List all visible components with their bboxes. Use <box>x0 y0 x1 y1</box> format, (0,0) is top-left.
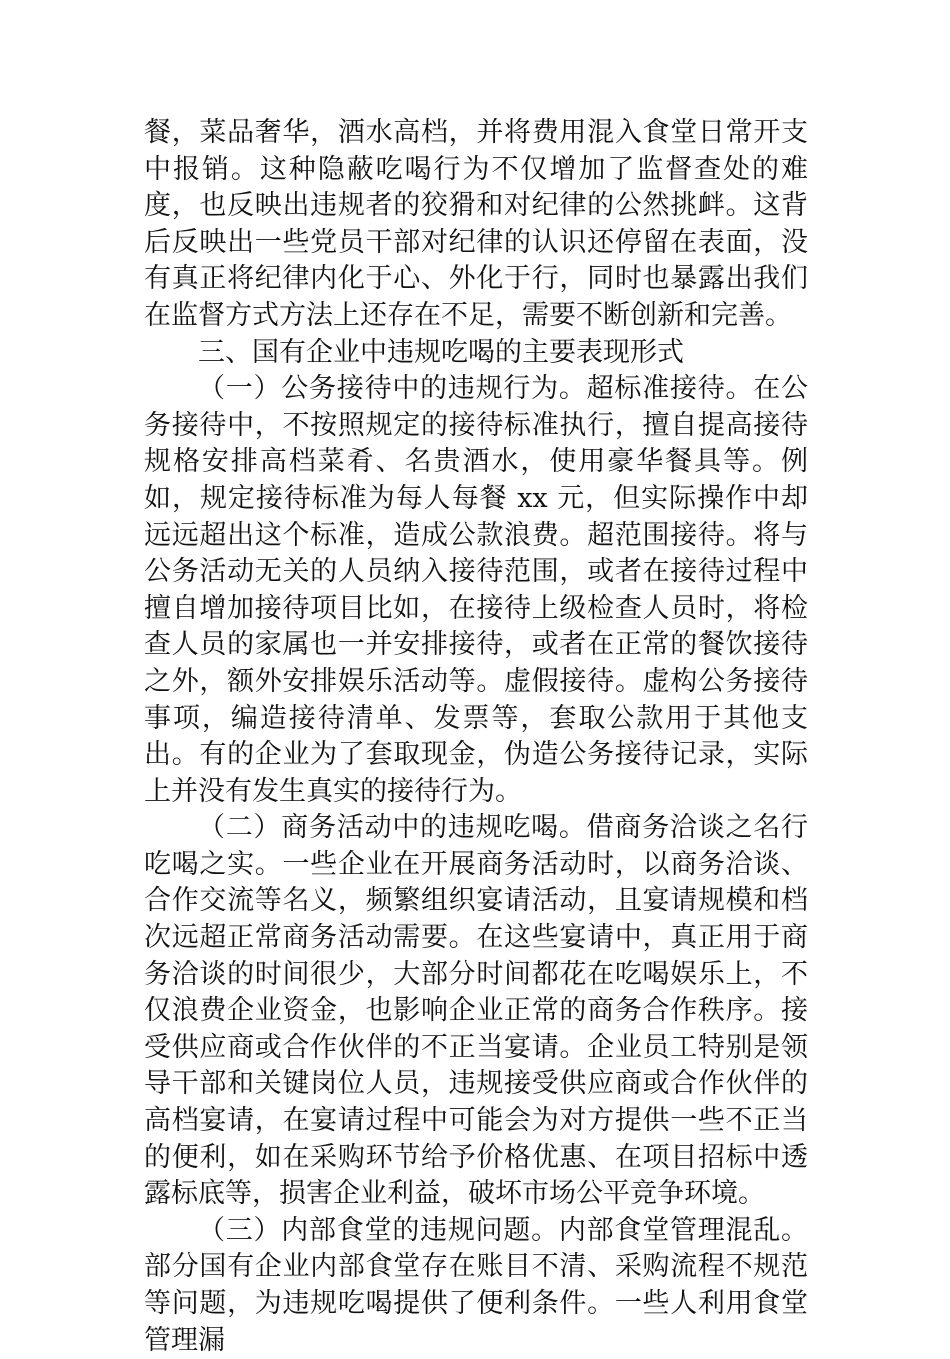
paragraph-continuation: 餐，菜品奢华，酒水高档，并将费用混入食堂日常开支中报销。这种隐蔽吃喝行为不仅增加了监督查处的难度，也反映出违规者的狡猾和对纪律的公然挑衅。这背后反映出一些党员干部对纪律的认识还停留在表面，没有真正将纪律内化于心、外化于行，同时也暴露出我们在监督方式方法上还存在不足，需要不断创新和完善。 <box>144 117 808 331</box>
paragraph-internal-canteen: （三）内部食堂的违规问题。内部食堂管理混乱。部分国有企业内部食堂存在账目不清、采购流程不规范等问题，为违规吃喝提供了便利条件。一些人利用食堂管理漏 <box>144 1214 808 1356</box>
document-page <box>144 115 808 1359</box>
section-heading-3: 三、国有企业中违规吃喝的主要表现形式 <box>198 336 684 368</box>
paragraph-business-activities: （二）商务活动中的违规吃喝。借商务洽谈之名行吃喝之实。一些企业在开展商务活动时，以商务洽谈、合作交流等名义，频繁组织宴请活动，且宴请规模和档次远超正常商务活动需要。在这些宴请中，真正用于商务洽谈的时间很少，大部分时间都花在吃喝娱乐上，不仅浪费企业资金，也影响企业正常的商务合作秩序。接受供应商或合作伙伴的不正当宴请。企业员工特别是领导干部和关键岗位人员，违规接受供应商或合作伙伴的高档宴请，在宴请过程中可能会为对方提供一些不正当的便利，如在采购环节给予价格优惠、在项目招标中透露标底等，损害企业利益，破坏市场公平竞争环境。 <box>144 812 808 1210</box>
paragraph-official-reception: （一）公务接待中的违规行为。超标准接待。在公务接待中，不按照规定的接待标准执行，擅自提高接待规格安排高档菜肴、名贵酒水，使用豪华餐具等。例如，规定接待标准为每人每餐 xx 元，但实际操作中却远远超出这个标准，造成公款浪费。超范围接待。将与公务活动无关的人员纳入接待范围，或者在接待过程中擅自增加接待项目比如，在接待上级检查人员时，将检查人员的家属也一并安排接待，或者在正常的餐饮接待之外，额外安排娱乐活动等。虚假接待。虚构公务接待事项，编造接待清单、发票等，套取公款用于其他支出。有的企业为了套取现金，伪造公务接待记录，实际上并没有发生真实的接待行为。 <box>144 373 808 807</box>
